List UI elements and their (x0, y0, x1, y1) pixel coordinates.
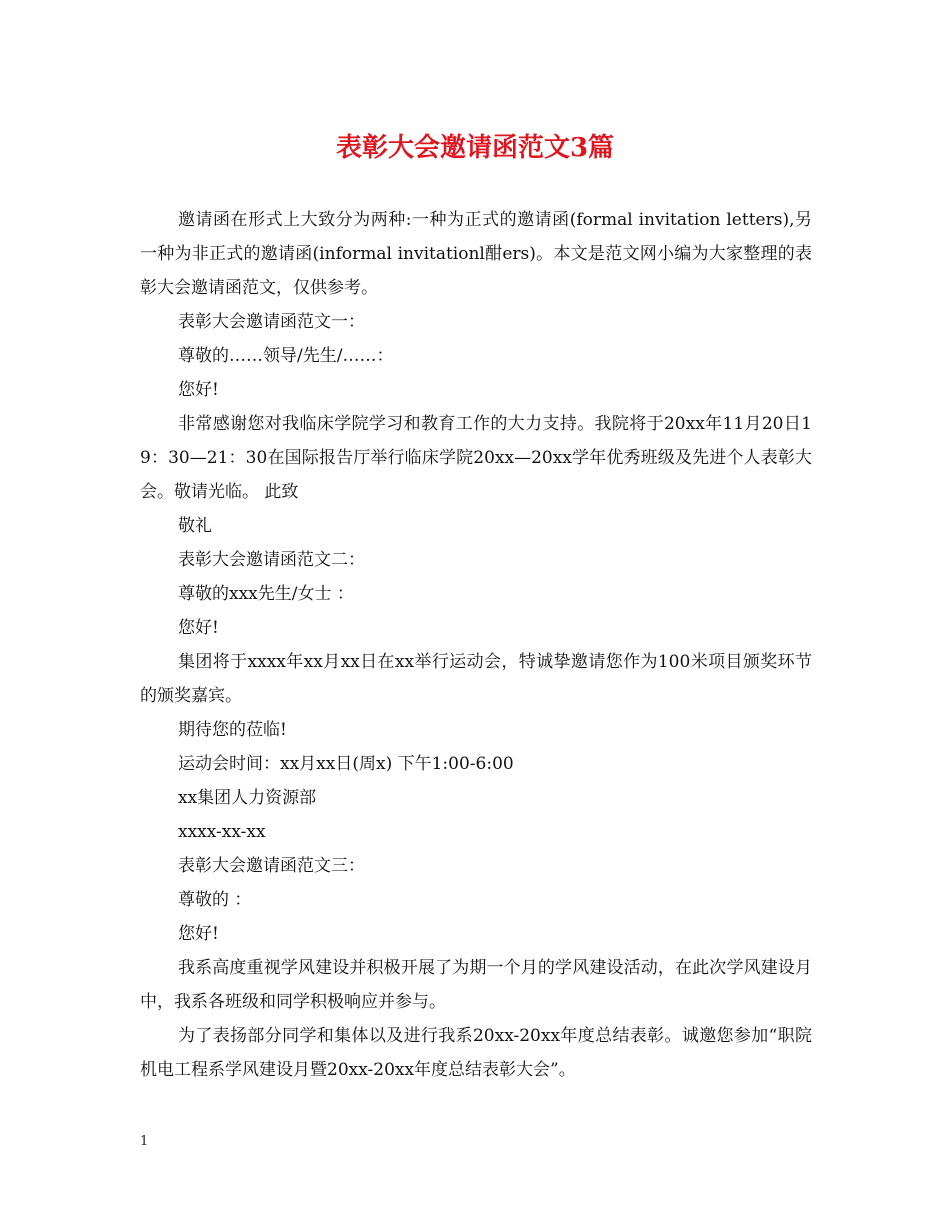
signature-date: xxxx-xx-xx (178, 822, 266, 842)
greeting-one: 您好! (178, 380, 219, 400)
section-heading-two: 表彰大会邀请函范文二： (178, 550, 365, 570)
salutation-one: 尊敬的……领导/先生/……： (178, 346, 394, 366)
event-time-line: 运动会时间：xx月xx日(周x) 下午1:00-6:00 (178, 754, 514, 774)
document-title: 表彰大会邀请函范文3篇 (335, 133, 615, 163)
page-number: 1 (140, 1134, 149, 1149)
section-heading-one: 表彰大会邀请函范文一： (178, 312, 365, 332)
document-body (140, 203, 812, 1087)
greeting-two: 您好! (178, 618, 219, 638)
body-paragraph-three: 我系高度重视学风建设并积极开展了为期一个月的学风建设活动，在此次学风建设月中，我系各班级和同学积极响应并参与。 (140, 958, 812, 1012)
body-paragraph-two: 集团将于xxxx年xx月xx日在xx举行运动会，特诚挚邀请您作为100米项目颁奖环节的颁奖嘉宾。 (140, 652, 812, 706)
intro-paragraph: 邀请函在形式上大致分为两种:一种为正式的邀请函(formal invitation letters),另一种为非正式的邀请函(informal invitationl酣ers)。本文是范文网小编为大家整理的表彰大会邀请函范文，仅供参考。 (140, 210, 812, 298)
body-paragraph-one: 非常感谢您对我临床学院学习和教育工作的大力支持。我院将于20xx年11月20日19：30—21：30在国际报告厅举行临床学院20xx—20xx学年优秀班级及先进个人表彰大会。敬请光临。 此致 (140, 414, 812, 502)
signature-department: xx集团人力资源部 (178, 788, 317, 808)
greeting-three: 您好! (178, 924, 219, 944)
body-paragraph-four: 为了表扬部分同学和集体以及进行我系20xx-20xx年度总结表彰。诚邀您参加“职院机电工程系学风建设月暨20xx-20xx年度总结表彰大会”。 (140, 1026, 812, 1080)
closing-one: 敬礼 (178, 516, 212, 536)
expectation-line: 期待您的莅临! (178, 720, 287, 740)
section-heading-three: 表彰大会邀请函范文三： (178, 856, 365, 876)
salutation-two: 尊敬的xxx先生/女士 ： (178, 584, 354, 604)
salutation-three: 尊敬的 ： (178, 890, 252, 910)
